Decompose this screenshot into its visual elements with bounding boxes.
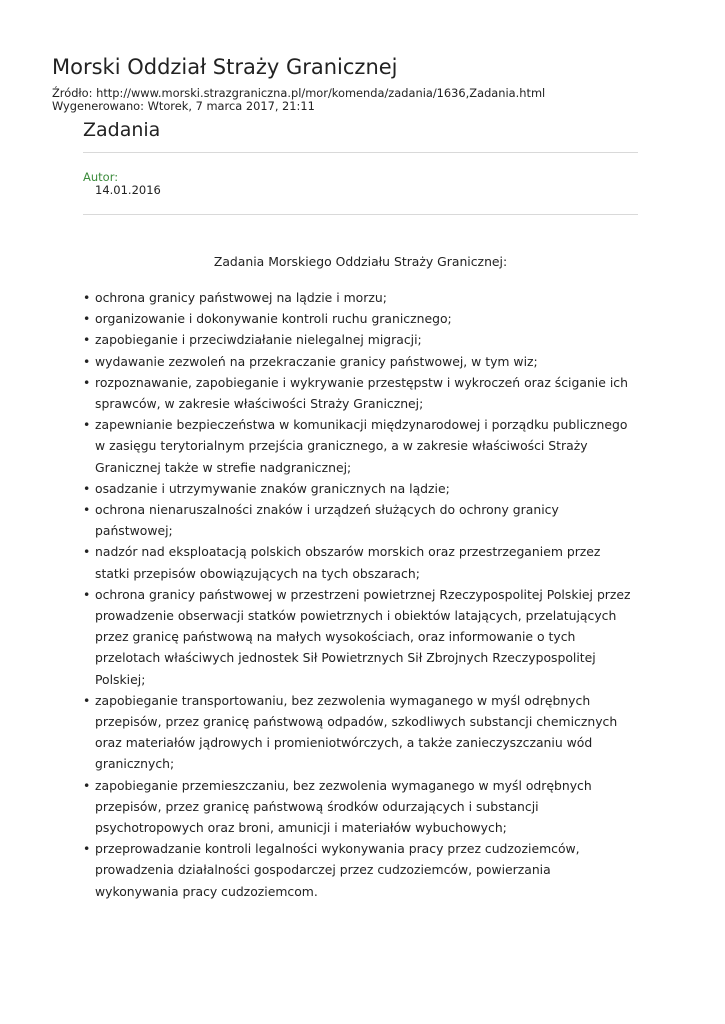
- article-title: Zadania: [83, 119, 161, 141]
- meta-divider: [83, 214, 638, 215]
- list-item: • zapobieganie transportowaniu, bez zezwolenia wymaganego w myśl odrębnych przepisów, przez granicę państwową odpadów, szkodliwych substancji chemicznych oraz materiałów jądrowych i promieniotwórczych, a także zanieczyszczaniu wód granicznych;: [83, 690, 638, 775]
- list-item: • rozpoznawanie, zapobieganie i wykrywanie przestępstw i wykroczeń oraz ściganie ich sprawców, w zakresie właściwości Straży Granicznej;: [83, 372, 638, 414]
- list-item: • osadzanie i utrzymywanie znaków granicznych na lądzie;: [83, 478, 638, 499]
- title-divider: [83, 152, 638, 153]
- list-item: • nadzór nad eksploatacją polskich obszarów morskich oraz przestrzeganiem przez statki przepisów obowiązujących na tych obszarach;: [83, 541, 638, 583]
- page-header: [52, 52, 692, 113]
- publish-date: 14.01.2016: [95, 183, 161, 197]
- author-block: [83, 171, 638, 197]
- list-item: • zapobieganie przemieszczaniu, bez zezwolenia wymaganego w myśl odrębnych przepisów, przez granicę państwową środków odurzających i substancji psychotropowych oraz broni, amunicji i materiałów wybuchowych;: [83, 775, 638, 839]
- source-url: Źródło: http://www.morski.strazgraniczna.pl/mor/komenda/zadania/1636,Zadania.html: [52, 86, 546, 100]
- task-list: [83, 287, 638, 902]
- list-item: • ochrona granicy państwowej w przestrzeni powietrznej Rzeczypospolitej Polskiej przez prowadzenie obserwacji statków powietrznych i obiektów latających, przelatujących przez granicę państwową na małych wysokościach, oraz informowanie o tych przelotach właściwych jednostek Sił Powietrznych Sił Zbrojnych Rzeczypospolitej Polskiej;: [83, 584, 638, 690]
- list-item: • wydawanie zezwoleń na przekraczanie granicy państwowej, w tym wiz;: [83, 351, 638, 372]
- list-item: • ochrona granicy państwowej na lądzie i morzu;: [83, 287, 638, 308]
- list-item: • przeprowadzanie kontroli legalności wykonywania pracy przez cudzoziemców, prowadzenia działalności gospodarczej przez cudzoziemców, powierzania wykonywania pracy cudzoziemcom.: [83, 838, 638, 902]
- list-item: • zapobieganie i przeciwdziałanie nielegalnej migracji;: [83, 329, 638, 350]
- intro-text: Zadania Morskiego Oddziału Straży Granicznej:: [213, 254, 508, 269]
- list-item: • ochrona nienaruszalności znaków i urządzeń służących do ochrony granicy państwowej;: [83, 499, 638, 541]
- list-item: • organizowanie i dokonywanie kontroli ruchu granicznego;: [83, 308, 638, 329]
- site-title: Morski Oddział Straży Granicznej: [52, 55, 398, 79]
- author-label: Autor:: [83, 170, 119, 184]
- generated-timestamp: Wygenerowano: Wtorek, 7 marca 2017, 21:11: [52, 99, 315, 113]
- article: [83, 117, 638, 902]
- list-item: • zapewnianie bezpieczeństwa w komunikacji międzynarodowej i porządku publicznego w zasięgu terytorialnym przejścia granicznego, a w zakresie właściwości Straży Granicznej także w strefie nadgranicznej;: [83, 414, 638, 478]
